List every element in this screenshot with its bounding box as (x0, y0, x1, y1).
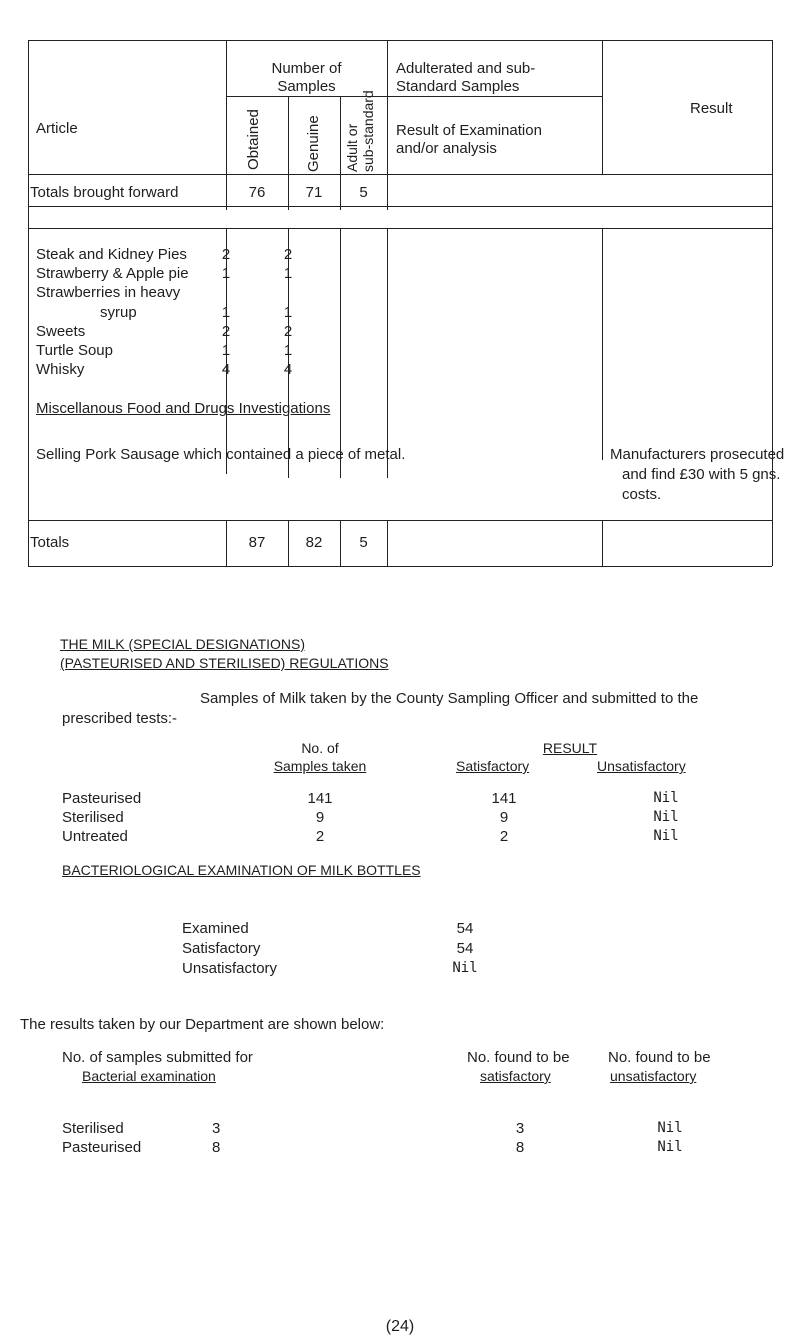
forward-bottom-border-2 (28, 228, 772, 229)
dept-col3-line2: unsatisfactory (610, 1068, 697, 1084)
header-genuine: Genuine (305, 115, 322, 172)
col-line-adulterated-c (387, 520, 388, 566)
row-obtained: 2 (221, 323, 231, 340)
forward-genuine: 71 (305, 184, 323, 201)
subheader-line (226, 96, 602, 97)
bacterio-row-value: 54 (456, 920, 474, 937)
header-number-of-samples: Number of Samples (271, 60, 342, 95)
bacterio-heading: BACTERIOLOGICAL EXAMINATION OF MILK BOTTLES (62, 862, 421, 878)
milk-row-sat: 2 (499, 828, 509, 845)
milk-col-no-1: No. of (301, 740, 339, 756)
row-article: syrup (100, 304, 137, 321)
col-line-adulterated (387, 40, 388, 210)
bacterio-row-label: Unsatisfactory (182, 960, 278, 977)
row-obtained: 4 (221, 361, 231, 378)
forward-obtained: 76 (248, 184, 266, 201)
milk-row-sat: 141 (491, 790, 517, 807)
header-result: Result (690, 100, 733, 117)
milk-row-unsat: Nil (653, 828, 679, 844)
row-genuine: 4 (283, 361, 293, 378)
dept-intro: The results taken by our Department are shown below: (20, 1016, 385, 1033)
dept-row-submitted: 3 (212, 1120, 221, 1137)
bacterio-row-label: Examined (182, 920, 249, 937)
dept-row-unsat: Nil (657, 1139, 683, 1155)
header-bottom-border (28, 174, 772, 175)
milk-row-sat: 9 (499, 809, 509, 826)
milk-col-unsatisfactory: Unsatisfactory (597, 758, 686, 774)
row-obtained: 1 (221, 304, 231, 321)
pork-result-line: Manufacturers prosecuted (610, 446, 785, 463)
dept-row-label: Pasteurised (62, 1139, 142, 1156)
pork-sausage-text: Selling Pork Sausage which contained a piece of metal. (36, 446, 406, 463)
milk-heading-2: (PASTEURISED AND STERILISED) REGULATIONS (60, 655, 389, 671)
dept-col3-line1: No. found to be (608, 1049, 711, 1066)
col-line-result-b (602, 228, 603, 460)
milk-col-satisfactory: Satisfactory (456, 758, 530, 774)
page-number: (24) (385, 1318, 415, 1335)
milk-col-no-2: Samples taken (273, 758, 367, 774)
row-article: Turtle Soup (36, 342, 113, 359)
totals-top-border (28, 520, 772, 521)
totals-adult: 5 (359, 534, 368, 551)
table-left-border (28, 40, 29, 566)
header-adulterated: Adulterated and sub- Standard Samples (396, 60, 536, 95)
bacterio-row-value: 54 (456, 940, 474, 957)
misc-heading: Miscellanous Food and Drugs Investigations (36, 400, 331, 417)
row-obtained: 2 (221, 246, 231, 263)
row-genuine: 1 (283, 304, 293, 321)
col-line-result-c (602, 520, 603, 566)
row-genuine: 2 (283, 246, 293, 263)
col-line-adult-b (340, 228, 341, 478)
row-obtained: 1 (221, 342, 231, 359)
forward-bottom-border (28, 206, 772, 207)
totals-obtained: 87 (248, 534, 266, 551)
milk-row-taken: 9 (315, 809, 325, 826)
forward-adult: 5 (359, 184, 368, 201)
dept-row-sat: 8 (515, 1139, 525, 1156)
row-article: Strawberry & Apple pie (36, 265, 189, 282)
header-article: Article (36, 120, 78, 137)
row-obtained: 1 (221, 265, 231, 282)
row-article: Steak and Kidney Pies (36, 246, 187, 263)
dept-col2-line1: No. found to be (467, 1049, 570, 1066)
dept-col2-line2: satisfactory (480, 1068, 551, 1084)
row-article: Whisky (36, 361, 85, 378)
milk-row-unsat: Nil (653, 809, 679, 825)
row-article: Sweets (36, 323, 86, 340)
milk-intro-1: Samples of Milk taken by the County Sampling Officer and submitted to the (200, 690, 699, 707)
row-article: Strawberries in heavy (36, 284, 181, 301)
milk-row-unsat: Nil (653, 790, 679, 806)
milk-row-label: Sterilised (62, 809, 124, 826)
table-top-border (28, 40, 772, 41)
row-genuine: 1 (283, 342, 293, 359)
dept-col1-line2: Bacterial examination (82, 1068, 216, 1084)
table-right-border (772, 40, 773, 566)
totals-label: Totals (30, 534, 70, 551)
bacterio-row-value: Nil (452, 960, 478, 976)
header-result-of-exam: Result of Examination and/or analysis (396, 122, 542, 157)
table-bottom-border (28, 566, 772, 567)
milk-row-taken: 141 (307, 790, 333, 807)
row-genuine: 1 (283, 265, 293, 282)
dept-row-submitted: 8 (212, 1139, 221, 1156)
row-genuine: 2 (283, 323, 293, 340)
milk-row-label: Pasteurised (62, 790, 142, 807)
dept-row-label: Sterilised (62, 1120, 124, 1137)
header-adult-sub: Adult or sub-standard (344, 90, 376, 172)
milk-heading-1: THE MILK (SPECIAL DESIGNATIONS) (60, 636, 306, 652)
col-line-result (602, 40, 603, 174)
dept-row-sat: 3 (515, 1120, 525, 1137)
milk-intro-2: prescribed tests:- (62, 710, 178, 727)
bacterio-row-label: Satisfactory (182, 940, 261, 957)
pork-result-line: and find £30 with 5 gns. (622, 466, 781, 483)
milk-col-result: RESULT (542, 740, 598, 756)
header-obtained: Obtained (245, 109, 262, 170)
totals-genuine: 82 (305, 534, 323, 551)
forward-label: Totals brought forward (30, 184, 179, 201)
dept-col1-line1: No. of samples submitted for (62, 1049, 253, 1066)
dept-row-unsat: Nil (657, 1120, 683, 1136)
milk-row-label: Untreated (62, 828, 128, 845)
col-line-adulterated-b (387, 228, 388, 478)
milk-row-taken: 2 (315, 828, 325, 845)
pork-result-line: costs. (622, 486, 662, 503)
